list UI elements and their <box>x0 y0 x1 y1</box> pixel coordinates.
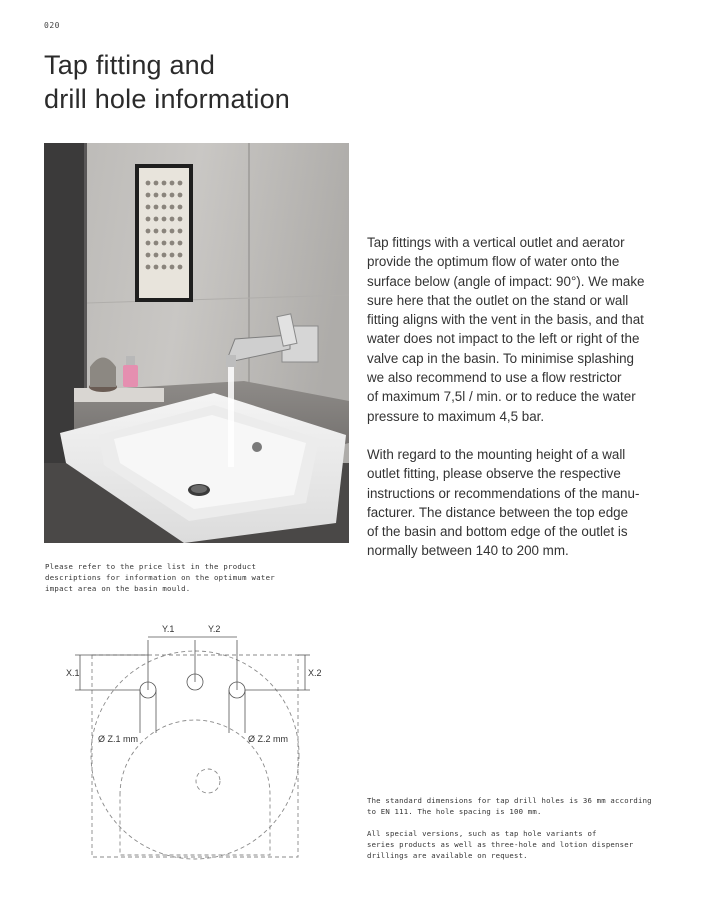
notes-line: All special versions, such as tap hole variants of <box>367 829 597 838</box>
body-paragraph-1 <box>367 233 677 426</box>
body-line: we also recommend to use a flow restrictor <box>367 370 622 386</box>
bathroom-photo <box>44 143 349 543</box>
notes-paragraph-2 <box>367 828 687 861</box>
dim-label-y1: Y.1 <box>162 624 175 634</box>
body-line: outlet fitting, please observe the respective <box>367 466 621 482</box>
basin-circle <box>91 651 299 859</box>
body-line: of the basin and bottom edge of the outlet is <box>367 524 628 540</box>
caption-line-1: Please refer to the price list in the product <box>45 562 257 571</box>
page-title <box>44 48 290 116</box>
body-line: provide the optimum flow of water onto the <box>367 254 620 270</box>
page-title-line-2: drill hole information <box>44 84 291 114</box>
dim-label-z1: Ø Z.1 mm <box>98 734 138 744</box>
body-line: facturer. The distance between the top edge <box>367 504 629 520</box>
drill-hole-diagram <box>60 615 350 870</box>
page-title-line-1: Tap fitting and <box>44 50 216 80</box>
page-number: 020 <box>44 21 60 30</box>
body-text <box>367 233 677 580</box>
dim-label-x1: X.1 <box>66 668 80 678</box>
caption-line-2: descriptions for information on the optimum water <box>45 573 275 582</box>
body-paragraph-2 <box>367 445 677 561</box>
basin-outline <box>92 655 298 857</box>
body-line: instructions or recommendations of the manu- <box>367 485 640 501</box>
dim-label-x2: X.2 <box>308 668 322 678</box>
body-line: water does not impact to the left or right of the <box>367 331 640 347</box>
body-line: sure here that the outlet on the stand or wall <box>367 292 629 308</box>
notes-line: series products as well as three-hole and lotion dispenser <box>367 840 634 849</box>
drill-hole-diagram-svg <box>60 615 350 865</box>
notes-paragraph-1 <box>367 795 687 817</box>
body-line: surface below (angle of impact: 90°). We make <box>367 273 645 289</box>
photo-caption <box>45 561 325 594</box>
body-line: pressure to maximum 4,5 bar. <box>367 408 545 424</box>
body-line: valve cap in the basin. To minimise splashing <box>367 350 634 366</box>
dim-label-z2: Ø Z.2 mm <box>248 734 288 744</box>
notes-line: drillings are available on request. <box>367 851 528 860</box>
body-line: With regard to the mounting height of a wall <box>367 446 626 462</box>
body-line: normally between 140 to 200 mm. <box>367 543 569 559</box>
body-line: fitting aligns with the vent in the basis, and that <box>367 312 644 328</box>
notes-line: The standard dimensions for tap drill holes is 36 mm according <box>367 796 652 805</box>
dim-label-y2: Y.2 <box>208 624 221 634</box>
bathroom-photo-illustration <box>44 143 349 543</box>
drain-circle <box>196 769 220 793</box>
caption-line-3: impact area on the basin mould. <box>45 584 191 593</box>
body-line: of maximum 7,5l / min. or to reduce the water <box>367 389 636 405</box>
notes-line: to EN 111. The hole spacing is 100 mm. <box>367 807 542 816</box>
body-line: Tap fittings with a vertical outlet and aerator <box>367 235 625 250</box>
drill-notes <box>367 795 687 872</box>
